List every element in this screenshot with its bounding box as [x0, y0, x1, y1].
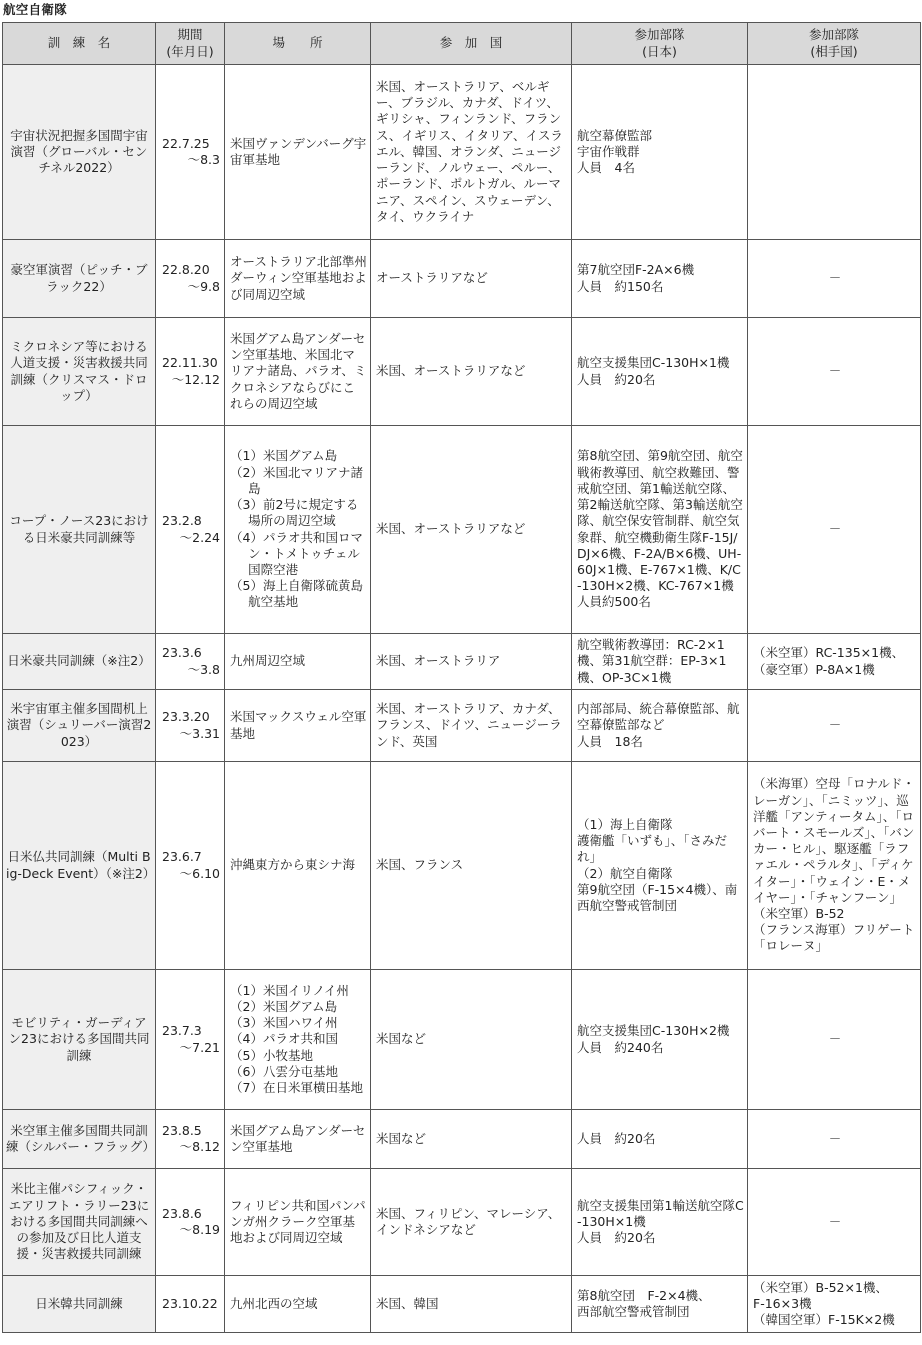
units-partner [748, 426, 921, 634]
header-period-line1: 期間 [177, 27, 203, 43]
table-row [3, 65, 921, 240]
header-units-partner [748, 23, 921, 65]
units-japan-line: 護衛艦「いずも」、「さみだれ」 [577, 833, 728, 865]
units-japan-line: 人員 約20名 [577, 1230, 656, 1246]
place-list [230, 983, 367, 1096]
units-partner [748, 1110, 921, 1169]
table-row [3, 1169, 921, 1276]
participating-countries: 米国、オーストラリア、ベルギー、ブラジル、カナダ、ドイツ、ギリシャ、フィンランド、フランス、イギリス、イタリア、イスラエル、韓国、オランダ、ニュージーランド、ノルウェー、ペルー、ポーランド、ポルトガル、ルーマニア、スペイン、スウェーデン、タイ、ウクライナ [371, 65, 572, 240]
table-row [3, 762, 921, 970]
units-japan-line: （1）海上自衛隊 [577, 816, 673, 832]
period-end: ～3.31 [179, 725, 220, 741]
units-japan-line: 人員 約20名 [577, 1130, 656, 1146]
units-partner-line: （米海軍）空母「ロナルド・レーガン」、「ニミッツ」、巡洋艦「アンティータム」、「ロバート・スモールズ」、「バンカー・ヒル」、駆逐艦「ラファエル・ペラルタ」、「ディケイター」・「ウェイン・E・メイヤー」・「チャンフーン」 [753, 776, 915, 905]
training-period [156, 762, 225, 970]
training-period [156, 634, 225, 690]
period-start: 23.10.22 [162, 1295, 218, 1311]
header-name: 訓 練 名 [3, 23, 156, 65]
period-end: ～8.3 [187, 152, 220, 167]
units-japan [572, 318, 748, 426]
period-start: 23.8.5 [162, 1122, 202, 1138]
training-table [2, 22, 921, 1333]
units-japan [572, 240, 748, 318]
units-japan [572, 1110, 748, 1169]
training-place: オーストラリア北部準州ダーウィン空軍基地および同周辺空域 [225, 240, 371, 318]
units-partner-line: － [828, 270, 842, 286]
units-japan-line: 人員 4名 [577, 160, 635, 176]
units-japan-line: 人員約500名 [577, 594, 651, 610]
participating-countries: 米国、フィリピン、マレーシア、インドネシアなど [371, 1169, 572, 1276]
header-units-partner-line1: 参加部隊 [808, 27, 859, 43]
period-start: 22.7.25 [162, 135, 210, 151]
units-japan-line: 航空支援集団C-130H×2機 [577, 1023, 730, 1039]
training-period [156, 65, 225, 240]
units-partner-line: － [828, 1213, 842, 1229]
units-partner [748, 762, 921, 970]
units-japan-line: 第8航空団、第9航空団、航空戦術教導団、航空救難団、警戒航空団、第1輸送航空隊、第2輸送航空隊、第3輸送航空隊、航空保安管制群、航空気象群、航空機動衛生隊F-15J/DJ×6機、F-2A/B×6機、UH-60J×1機、E-767×1機、K/C-130H×2機、KC-767×1機 [577, 448, 743, 594]
table-row [3, 634, 921, 690]
participating-countries: 米国、オーストラリアなど [371, 426, 572, 634]
units-partner-line: － [828, 717, 842, 733]
training-period [156, 1276, 225, 1333]
training-place [225, 970, 371, 1110]
header-period-line2: (年月日) [166, 43, 214, 59]
training-place: 米国グアム島アンダーセン空軍基地 [225, 1110, 371, 1169]
training-period [156, 970, 225, 1110]
units-japan-line: 第7航空団F-2A×6機 [577, 262, 695, 278]
units-japan [572, 65, 748, 240]
participating-countries: 米国、オーストラリア、カナダ、フランス、ドイツ、ニュージーランド、英国 [371, 690, 572, 762]
training-place [225, 426, 371, 634]
units-japan-line: （2）航空自衛隊 [577, 865, 673, 881]
place-item: （1）米国グアム島 [230, 448, 338, 464]
place-item: （2）米国グアム島 [230, 998, 338, 1014]
participating-countries: 米国、フランス [371, 762, 572, 970]
place-item: （2）米国北マリアナ諸島 [230, 464, 363, 496]
header-place: 場 所 [225, 23, 371, 65]
training-place: 沖縄東方から東シナ海 [225, 762, 371, 970]
units-partner [748, 690, 921, 762]
units-partner-line: （韓国空軍）F-15K×2機 [753, 1312, 895, 1328]
participating-countries: 米国、オーストラリアなど [371, 318, 572, 426]
place-item: （6）八雲分屯基地 [230, 1063, 338, 1079]
table-body [3, 65, 921, 1333]
participating-countries: 米国、オーストラリア [371, 634, 572, 690]
units-japan-line: 第9航空団（F-15×4機）、南西航空警戒管制団 [577, 881, 738, 913]
training-place: 米国マックスウェル空軍基地 [225, 690, 371, 762]
participating-countries: 米国、韓国 [371, 1276, 572, 1333]
training-name: 宇宙状況把握多国間宇宙演習（グローバル・センチネル2022） [3, 65, 156, 240]
period-start: 23.3.20 [162, 709, 210, 725]
header-row [3, 23, 921, 65]
table-row [3, 318, 921, 426]
period-end: ～9.8 [187, 278, 220, 294]
table-row [3, 690, 921, 762]
header-period [156, 23, 225, 65]
table-row [3, 1276, 921, 1333]
units-japan-line: 第8航空団 F-2×4機、 [577, 1287, 711, 1303]
units-japan [572, 1169, 748, 1276]
training-period [156, 1110, 225, 1169]
header-units-japan-line2: (日本) [642, 43, 677, 59]
place-item: （5）小牧基地 [230, 1047, 313, 1063]
place-item: （4）パラオ共和国 [230, 1031, 338, 1047]
training-name: 米宇宙軍主催多国間机上演習（シュリーバー演習2023） [3, 690, 156, 762]
period-start: 22.11.30 [162, 355, 218, 371]
period-start: 22.8.20 [162, 262, 210, 278]
table-row [3, 970, 921, 1110]
header-countries: 参 加 国 [371, 23, 572, 65]
place-item: （5）海上自衛隊硫黄島航空基地 [230, 578, 363, 610]
units-partner [748, 65, 921, 240]
units-partner-line: － [828, 363, 842, 379]
units-partner-line: （米空軍）RC-135×1機、 [753, 645, 905, 661]
units-japan [572, 634, 748, 690]
training-name: コープ・ノース23における日米豪共同訓練等 [3, 426, 156, 634]
units-japan-line: 航空支援集団C-130H×1機 [577, 355, 730, 371]
table-row [3, 426, 921, 634]
period-start: 23.8.6 [162, 1205, 202, 1221]
training-place: 九州周辺空域 [225, 634, 371, 690]
training-period [156, 1169, 225, 1276]
training-place: 九州北西の空域 [225, 1276, 371, 1333]
units-japan [572, 426, 748, 634]
period-end: ～2.24 [179, 529, 220, 545]
place-item: （3）米国ハワイ州 [230, 1015, 338, 1031]
period-start: 23.3.6 [162, 645, 202, 661]
training-name: 豪空軍演習（ピッチ・ブラック22） [3, 240, 156, 318]
units-japan [572, 762, 748, 970]
place-item: （1）米国イリノイ州 [230, 982, 349, 998]
units-partner-line: F-16×3機 [753, 1295, 812, 1311]
units-partner [748, 634, 921, 690]
units-partner-line: （豪空軍）P-8A×1機 [753, 661, 875, 677]
header-units-japan [572, 23, 748, 65]
units-partner-line: － [828, 1130, 842, 1146]
table-row [3, 1110, 921, 1169]
place-item: （3）前2号に規定する場所の周辺空域 [230, 497, 359, 529]
training-period [156, 690, 225, 762]
period-end: ～3.8 [187, 661, 220, 677]
training-place: 米国グアム島アンダーセン空軍基地、米国北マリアナ諸島、パラオ、ミクロネシアならびにこれらの周辺空域 [225, 318, 371, 426]
units-partner [748, 1169, 921, 1276]
participating-countries: 米国など [371, 970, 572, 1110]
units-partner-line: （フランス海軍）フリゲート「ロレーヌ」 [753, 922, 915, 954]
training-name: 米比主催パシフィック・エアリフト・ラリー23における多国間共同訓練への参加及び日比人道支援・災害救援共同訓練 [3, 1169, 156, 1276]
units-partner [748, 1276, 921, 1333]
units-partner-line: （米空軍）B-52 [753, 906, 845, 921]
training-period [156, 240, 225, 318]
units-japan [572, 970, 748, 1110]
training-period [156, 426, 225, 634]
units-japan-line: 内部部局、統合幕僚監部、航空幕僚監部など [577, 701, 740, 733]
units-japan-line: 航空幕僚監部 [577, 127, 653, 143]
units-japan-line: 宇宙作戦群 [577, 143, 640, 159]
units-partner [748, 240, 921, 318]
period-end: ～8.12 [179, 1139, 220, 1154]
training-period [156, 318, 225, 426]
units-japan [572, 1276, 748, 1333]
units-japan-line: 航空支援集団第1輸送航空隊C-130H×1機 [577, 1197, 744, 1229]
units-partner [748, 318, 921, 426]
training-name: 日米豪共同訓練（※注2） [3, 634, 156, 690]
units-japan [572, 690, 748, 762]
period-start: 23.6.7 [162, 849, 202, 865]
header-units-japan-line1: 参加部隊 [634, 27, 685, 43]
training-name: 米空軍主催多国間共同訓練（シルバー・フラッグ） [3, 1110, 156, 1169]
units-japan-line: 西部航空警戒管制団 [577, 1304, 690, 1319]
participating-countries: オーストラリアなど [371, 240, 572, 318]
period-end: ～7.21 [179, 1039, 220, 1055]
units-partner-line: （米空軍）B-52×1機、 [753, 1279, 888, 1295]
period-end: ～8.19 [179, 1222, 220, 1237]
training-name: 日米仏共同訓練（Multi Big-Deck Event）（※注2） [3, 762, 156, 970]
training-name: モビリティ・ガーディアン23における多国間共同訓練 [3, 970, 156, 1110]
training-name: 日米韓共同訓練 [3, 1276, 156, 1333]
units-partner [748, 970, 921, 1110]
period-start: 23.7.3 [162, 1023, 202, 1039]
place-list [230, 448, 367, 610]
units-japan-line: 航空戦術教導団：RC-2×1機、第31航空群：EP-3×1機、OP-3C×1機 [577, 637, 727, 685]
header-units-partner-line2: (相手国) [810, 43, 858, 59]
place-item: （7）在日米軍横田基地 [230, 1080, 363, 1095]
section-title: 航空自衛隊 [3, 2, 68, 17]
units-japan-line: 人員 18名 [577, 733, 643, 749]
period-end: ～6.10 [179, 865, 220, 881]
units-partner-line: － [828, 521, 842, 537]
training-place: フィリピン共和国パンパンガ州クラーク空軍基地および同周辺空域 [225, 1169, 371, 1276]
participating-countries: 米国など [371, 1110, 572, 1169]
period-end: ～12.12 [171, 371, 220, 387]
units-japan-line: 人員 約150名 [577, 278, 664, 294]
training-name: ミクロネシア等における人道支援・災害救援共同訓練（クリスマス・ドロップ） [3, 318, 156, 426]
units-japan-line: 人員 約240名 [577, 1039, 664, 1055]
units-partner-line: － [828, 1031, 842, 1047]
place-item: （4）パラオ共和国ロマン・トメトゥチェル国際空港 [230, 529, 363, 577]
period-start: 23.2.8 [162, 513, 202, 529]
table-row [3, 240, 921, 318]
units-japan-line: 人員 約20名 [577, 371, 656, 387]
training-place: 米国ヴァンデンバーグ宇宙軍基地 [225, 65, 371, 240]
